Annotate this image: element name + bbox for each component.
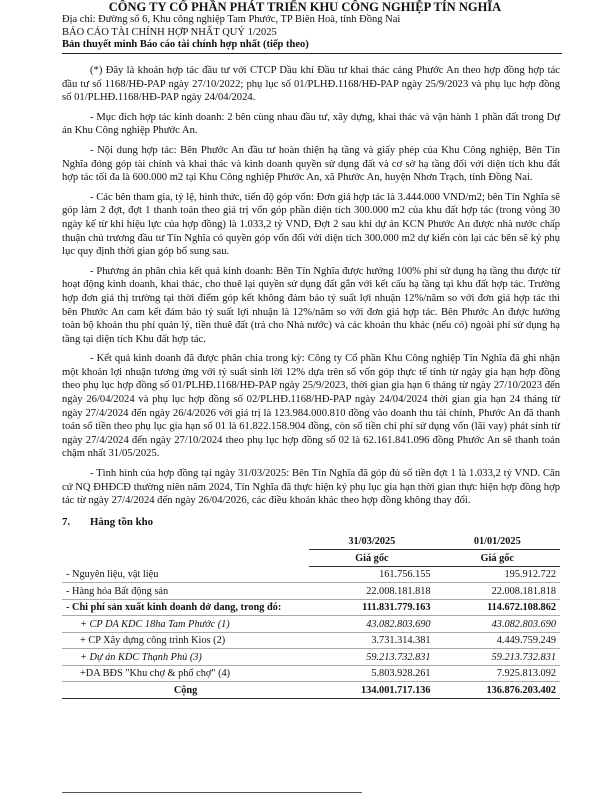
subheader-cost-1: Giá gốc [309, 550, 434, 567]
column-header-31-03-2025: 31/03/2025 [309, 534, 434, 550]
row-value-prior: 22.008.181.818 [435, 583, 560, 600]
row-label: - Chi phí sản xuất kinh doanh dở dang, trong đó: [62, 599, 309, 616]
table-row [62, 665, 560, 682]
section-title: Hàng tồn kho [90, 515, 154, 528]
table-row [62, 599, 560, 616]
table-row [62, 616, 560, 633]
table-subheader-row [62, 550, 560, 567]
subheader-cost-2: Giá gốc [435, 550, 560, 567]
header-divider [62, 53, 562, 54]
row-value-prior: 59.213.732.831 [435, 649, 560, 666]
section-heading [62, 516, 560, 528]
paragraph-content: - Nội dung hợp tác: Bên Phước An đầu tư hoàn thiện hạ tầng và giấy phép của Khu Công nghiệp, Bên Tín Nghĩa đóng góp tài chính và khai thác và kinh doanh quyền sử dụng đất và cơ sở hạ tầng đối với diện tích khu đất hợp tác tối đa là 600.000 m2 tại Khu Công nghiệp Phước An, xã Phước An, huyện Nhơn Trạch, tỉnh Đồng Nai. [62, 144, 560, 184]
paragraph-results: - Kết quả kinh doanh đã được phân chia trong kỳ: Công ty Cổ phần Khu Công nghiệp Tín Nghĩa đã ghi nhận một khoản lợi nhuận tương ứng với tỷ suất sinh lời 12% dựa trên số vốn góp thực tế tính từ ngày gia hạn hợp đồng theo phụ lục hợp đồng số 01/PLHĐ.1168/HĐ-PAP ngày 25/9/2023, thời gian gia hạn 6 tháng từ ngày 27/10/2023 đến ngày 26/04/2024 và phụ lục hợp đồng số 02/PLHĐ.1168/HĐ-PAP ngày 24/04/2024 thời gian gia hạn 24 tháng từ ngày 27/4/2024 đến ngày 26/4/2026 với giá trị là 123.984.000.810 đồng vào doanh thu tài chính, Phước An đã thanh toán số tiền theo phụ lục gia hạn số 01 là 61.822.158.904 đồng, còn số tiền chi phí sử dụng vốn (lãi vay) phát sinh từ ngày 27/4/2024 đến ngày 27/10/2024 theo phụ lục hợp đồng số 02 là 62.161.841.096 đồng Phước An sẽ thanh toán chậm nhất 31/05/2025. [62, 353, 560, 460]
row-label: + Dự án KDC Thạnh Phú (3) [62, 649, 309, 666]
row-value-current: 43.082.803.690 [309, 616, 434, 633]
row-value-current: 111.831.779.163 [309, 599, 434, 616]
row-value-current: 59.213.732.831 [309, 649, 434, 666]
paragraph-status: - Tình hình của hợp đồng tại ngày 31/03/2025: Bên Tín Nghĩa đã góp đủ số tiền đợt 1 là 1.033,2 tỷ VND. Căn cứ NQ ĐHĐCĐ thường niên năm 2024, Tín Nghĩa đã thực hiện ký phụ lục gia hạn thời gian thực hiện hợp đồng hợp tác từ ngày 27/4/2024 đến ngày 26/04/2026, các điều khoản khác theo hợp đồng không thay đổi. [62, 468, 560, 507]
row-value-prior: 114.672.108.862 [435, 599, 560, 616]
paragraph-contribution: - Các bên tham gia, tỷ lệ, hình thức, tiến độ góp vốn: Đơn giá hợp tác là 3.444.000 VND/m2; bên Tín Nghĩa sẽ góp làm 2 đợt, đợt 1 thanh toán theo giá trị vốn góp phần diện tích 300.000 m2 của khu đất hợp tác (trong vòng 30 ngày kể từ khi hiệu lực của hợp đồng) là 1.033,2 tỷ VND, Đợt 2 sau khi dự án KCN Phước An được nhà nước chấp thuận chủ trương đầu tư Tín Nghĩa có quyền góp vốn đối với diện tích 300.000 m2 dự kiến còn lại các bên sẽ ký phụ lục quy định thời gian góp bổ sung sau. [62, 191, 560, 258]
row-label: + CP DA KDC 18ha Tam Phước (1) [62, 616, 309, 633]
table-row [62, 583, 560, 600]
row-label: - Hàng hóa Bất động sản [62, 583, 309, 600]
paragraph-profit-sharing: - Phương án phân chia kết quả kinh doanh: Bên Tín Nghĩa được hưởng 100% phí sử dụng hạ tầng thu được từ hoạt động kinh doanh, khai thác, cho thuê lại quyền sử dụng đất gắn với kết cấu hạ tầng tại khu đất hợp tác. Trường hợp đơn giá thị trường tại thời điểm góp kết không đảm bảo tỷ suất lợi nhuận 12%/năm so với đơn giá hợp tác thì bên Phước An cam kết đảm bảo tỷ suất lợi nhuận là 12%/năm so với đơn giá hợp tác. Bên Phước An được hưởng toàn bộ khoản thu phí quản lý, tiền thuê đất (trả cho Nhà nước) và các khoản thu khác (nếu có) ngoài phí sử dụng hạ tầng tại diện tích Khu đất hợp tác. [62, 265, 560, 345]
row-label: - Nguyên liệu, vật liệu [62, 566, 309, 583]
row-value-current: 22.008.181.818 [309, 583, 434, 600]
paragraph-cooperation-note: (*) Đây là khoản hợp tác đầu tư với CTCP Dầu khí Đầu tư khai thác cảng Phước An theo hợp đồng hợp tác đầu tư số 1168/HĐ-PAP ngày 27/10/2022; phụ lục số 01/PLHĐ.1168/HĐ-PAP ngày 25/9/2023 và phụ lục hợp đồng số 01/PLHĐ.1168/HĐ-PAP ngày 24/04/2024. [62, 65, 560, 104]
inventory-table [62, 534, 560, 699]
total-value-prior: 136.876.203.402 [435, 682, 560, 699]
total-value-current: 134.001.717.136 [309, 682, 434, 699]
total-label: Cộng [62, 682, 309, 699]
company-name: CÔNG TY CỔ PHẦN PHÁT TRIỂN KHU CÔNG NGHIỆP TÍN NGHĨA [108, 0, 502, 14]
row-label: +DA BĐS "Khu chợ & phố chợ" (4) [62, 665, 309, 682]
row-label: + CP Xây dựng công trình Kios (2) [62, 632, 309, 649]
company-address: Địa chỉ: Đường số 6, Khu công nghiệp Tam Phước, TP Biên Hoà, tỉnh Đồng Nai [62, 14, 401, 25]
table-total-row [62, 682, 560, 699]
table-row [62, 632, 560, 649]
row-value-current: 3.731.314.381 [309, 632, 434, 649]
table-row [62, 566, 560, 583]
report-title: BÁO CÁO TÀI CHÍNH HỢP NHẤT QUÝ 1/2025 [62, 26, 277, 38]
report-header [62, 0, 562, 54]
document-body [62, 64, 560, 699]
row-value-prior: 7.925.813.092 [435, 665, 560, 682]
column-header-01-01-2025: 01/01/2025 [435, 534, 560, 550]
table-header-row [62, 534, 560, 550]
paragraph-purpose: - Mục đích hợp tác kinh doanh: 2 bên cùng nhau đầu tư, xây dựng, khai thác và vận hành 1 phần đất trong Dự án Khu Công nghiệp Phước An. [62, 111, 560, 137]
report-subtitle: Bản thuyết minh Báo cáo tài chính hợp nhất (tiếp theo) [62, 39, 309, 50]
row-value-current: 161.756.155 [309, 566, 434, 583]
row-value-current: 5.803.928.261 [309, 665, 434, 682]
row-value-prior: 195.912.722 [435, 566, 560, 583]
row-value-prior: 4.449.759.249 [435, 632, 560, 649]
section-number: 7. [62, 515, 71, 528]
table-row [62, 649, 560, 666]
row-value-prior: 43.082.803.690 [435, 616, 560, 633]
